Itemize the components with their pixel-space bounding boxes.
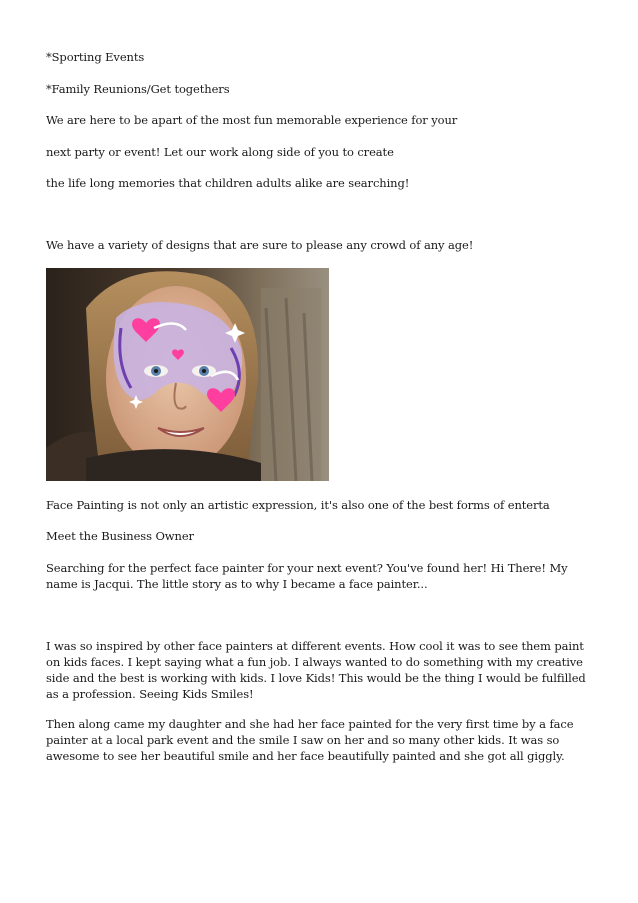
intro-line-2: next party or event! Let our work along side of you to create <box>46 145 394 159</box>
sporting-events-line: *Sporting Events <box>46 50 145 64</box>
searching-paragraph: Searching for the perfect face painter for your next event? You've found her! Hi There! My name is Jacqui. The little story as to why I became a face painter... <box>46 561 568 591</box>
designs-line: We have a variety of designs that are sure to please any crowd of any age! <box>46 238 474 252</box>
intro-line-1: We are here to be apart of the most fun memorable experience for your <box>46 113 458 127</box>
intro-line-3: the life long memories that children adults alike are searching! <box>46 176 410 190</box>
face-painted-girl-photo <box>46 268 329 481</box>
daughter-paragraph: Then along came my daughter and she had her face painted for the very first time by a face painter at a local park event and the smile I saw on her and so many other kids. It was so awesome to see her beautiful smile and her face beautifully painted and she got all giggly. <box>46 717 574 763</box>
meet-owner-heading: Meet the Business Owner <box>46 529 194 543</box>
family-reunions-line: *Family Reunions/Get togethers <box>46 82 230 96</box>
face-painting-line: Face Painting is not only an artistic expression, it's also one of the best forms of enterta <box>46 498 550 512</box>
inspired-paragraph: I was so inspired by other face painters at different events. How cool it was to see them paint on kids faces. I kept saying what a fun job. I always wanted to do something with my creative side and the best is working with kids. I love Kids! This would be the thing I would be fulfilled as a profession. Seeing Kids Smiles! <box>46 639 586 701</box>
